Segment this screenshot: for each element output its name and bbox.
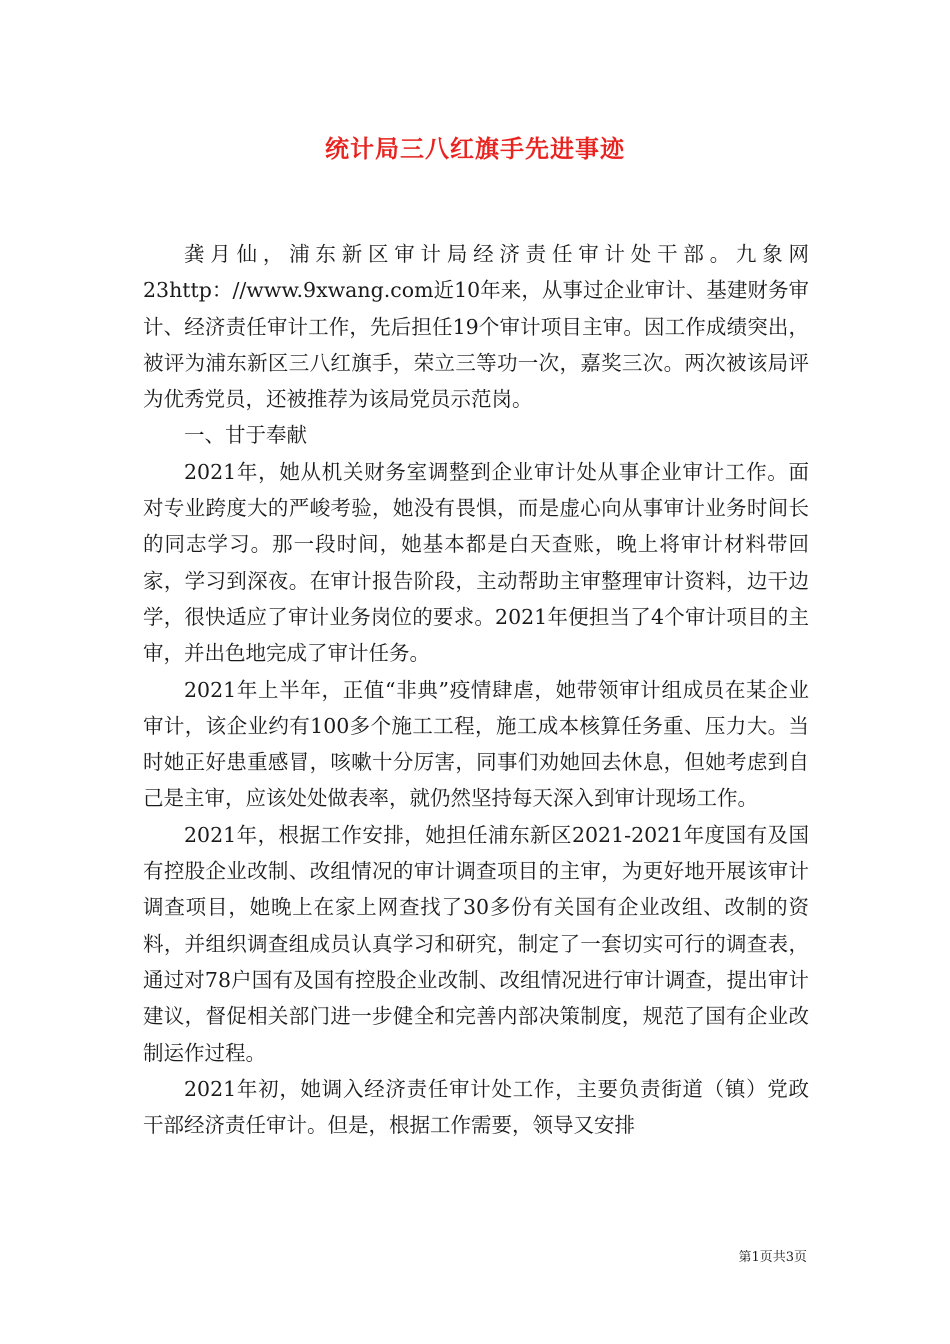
paragraph-3: 2021年，根据工作安排，她担任浦东新区2021-2021年度国有及国有控股企业改制、改组情况的审计调查项目的主审，为更好地开展该审计调查项目，她晚上在家上网查找了30多份有关国有企业改组、改制的资料，并组织调查组成员认真学习和研究，制定了一套切实可行的调查表，通过对78户国有及国有控股企业改制、改组情况进行审计调查，提出审计建议，督促相关部门进一步健全和完善内部决策制度，规范了国有企业改制运作过程。 bbox=[143, 822, 809, 1065]
paragraph-2: 2021年上半年，正值“非典”疫情肆虐，她带领审计组成员在某企业审计，该企业约有100多个施工工程，施工成本核算任务重、压力大。当时她正好患重感冒，咳嗽十分厉害，同事们劝她回去休息，但她考虑到自己是主审，应该处处做表率，就仍然坚持每天深入到审计现场工作。 bbox=[143, 677, 809, 811]
page-number: 第1页共3页 bbox=[738, 1250, 807, 1265]
paragraph-4: 2021年初，她调入经济责任审计处工作，主要负责街道（镇）党政干部经济责任审计。但是，根据工作需要，领导又安排 bbox=[143, 1076, 809, 1138]
section-heading: 一、甘于奉献 bbox=[184, 423, 307, 448]
paragraph-1: 2021年，她从机关财务室调整到企业审计处从事企业审计工作。面对专业跨度大的严峻考验，她没有畏惧，而是虚心向从事审计业务时间长的同志学习。那一段时间，她基本都是白天查账，晚上将审计材料带回家，学习到深夜。在审计报告阶段，主动帮助主审整理审计资料，边干边学，很快适应了审计业务岗位的要求。2021年便担当了4个审计项目的主审，并出色地完成了审计任务。 bbox=[143, 459, 809, 666]
document-title: 统计局三八红旗手先进事迹 bbox=[325, 134, 625, 163]
document-body bbox=[143, 236, 809, 1143]
paragraph-intro: 龚月仙，浦东新区审计局经济责任审计处干部。九象网23http：//www.9xwang.com近10年来，从事过企业审计、基建财务审计、经济责任审计工作，先后担任19个审计项目主审。因工作成绩突出，被评为浦东新区三八红旗手，荣立三等功一次，嘉奖三次。两次被该局评为优秀党员，还被推荐为该局党员示范岗。 bbox=[143, 242, 809, 412]
